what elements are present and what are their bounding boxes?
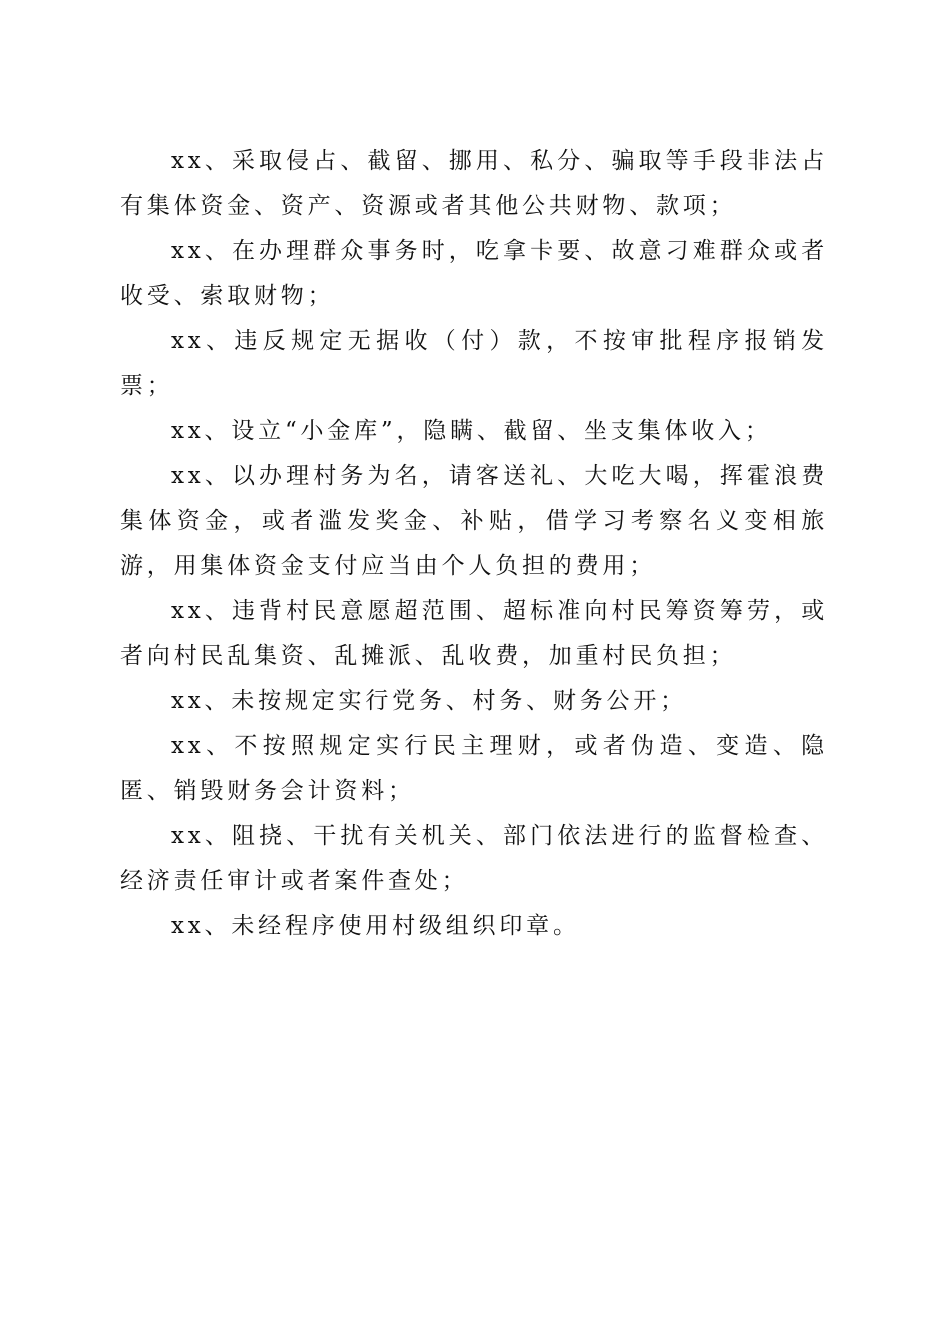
paragraph: xx、在办理群众事务时，吃拿卡要、故意刁难群众或者收受、索取财物； <box>120 238 828 309</box>
paragraph: xx、违反规定无据收（付）款，不按审批程序报销发票； <box>120 328 828 399</box>
paragraph: xx、未经程序使用村级组织印章。 <box>171 913 580 939</box>
paragraph: xx、不按照规定实行民主理财，或者伪造、变造、隐匿、销毁财务会计资料； <box>120 733 828 804</box>
paragraph: xx、违背村民意愿超范围、超标准向村民筹资筹劳，或者向村民乱集资、乱摊派、乱收费，加重村民负担； <box>120 598 828 669</box>
paragraph: xx、阻挠、干扰有关机关、部门依法进行的监督检查、经济责任审计或者案件查处； <box>120 823 828 894</box>
document-body <box>120 139 828 949</box>
paragraph: xx、设立“小金库”，隐瞒、截留、坐支集体收入； <box>171 418 772 444</box>
paragraph: xx、以办理村务为名，请客送礼、大吃大喝，挥霍浪费集体资金，或者滥发奖金、补贴，借学习考察名义变相旅游，用集体资金支付应当由个人负担的费用； <box>120 463 828 579</box>
paragraph: xx、采取侵占、截留、挪用、私分、骗取等手段非法占有集体资金、资产、资源或者其他公共财物、款项； <box>120 148 828 219</box>
paragraph: xx、未按规定实行党务、村务、财务公开； <box>171 688 687 714</box>
